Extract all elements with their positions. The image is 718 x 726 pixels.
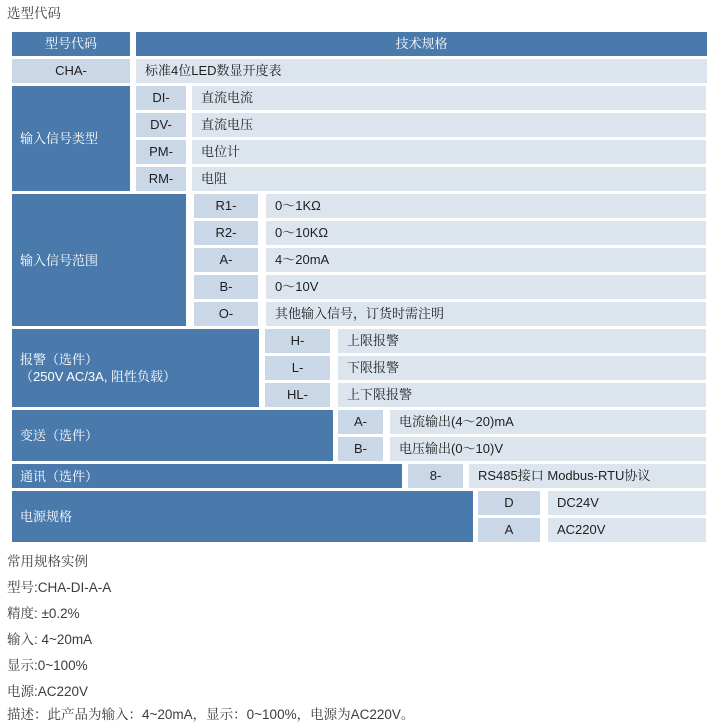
code-cell: DV- (136, 113, 186, 137)
section-label-input-range: 输入信号范围 (12, 194, 186, 326)
desc-cell: 0～1KΩ (266, 194, 706, 218)
code-cell: D (478, 491, 540, 515)
code-cell: PM- (136, 140, 186, 164)
desc-cell: 4～20mA (266, 248, 706, 272)
code-cell: R2- (194, 221, 258, 245)
code-cell: A- (194, 248, 258, 272)
desc-cell: 标准4位LED数显开度表 (136, 59, 707, 83)
code-cell: R1- (194, 194, 258, 218)
code-cell: H- (265, 329, 330, 353)
desc-cell: 电阻 (192, 167, 706, 191)
desc-cell: 直流电压 (192, 113, 706, 137)
code-cell: CHA- (12, 59, 130, 83)
desc-cell: DC24V (548, 491, 706, 515)
desc-cell: AC220V (548, 518, 706, 542)
code-cell: A- (338, 410, 383, 434)
code-cell: HL- (265, 383, 330, 407)
desc-cell: 下限报警 (338, 356, 706, 380)
desc-cell: 电位计 (192, 140, 706, 164)
desc-cell: 电流输出(4～20)mA (390, 410, 706, 434)
page-title: 选型代码 (7, 6, 61, 21)
desc-cell: 电压输出(0～10)V (390, 437, 706, 461)
desc-cell: 其他输入信号，订货时需注明 (266, 302, 706, 326)
section-label-transmit: 变送（选件） (12, 410, 333, 461)
section-label-power: 电源规格 (12, 491, 473, 542)
section-label-alarm-line2: （250V AC/3A, 阻性负载） (20, 369, 177, 384)
section-label-alarm-line1: 报警（选件） (20, 352, 99, 367)
desc-cell: 直流电流 (192, 86, 706, 110)
header-model-code: 型号代码 (12, 32, 130, 56)
section-label-input-type: 输入信号类型 (12, 86, 130, 191)
example-display: 显示:0~100% (7, 658, 88, 673)
example-power: 电源:AC220V (7, 684, 89, 699)
header-tech-spec: 技术规格 (136, 32, 707, 56)
example-input: 输入: 4~20mA (7, 632, 93, 647)
example-accuracy: 精度: ±0.2% (7, 606, 80, 621)
code-cell: B- (194, 275, 258, 299)
example-model: 型号:CHA-DI-A-A (7, 580, 112, 595)
code-cell: 8- (408, 464, 463, 488)
example-description: 描述：此产品为输入：4~20mA，显示：0~100%，电源为AC220V。 (7, 707, 415, 722)
code-cell: A (478, 518, 540, 542)
section-label-comm: 通讯（选件） (12, 464, 402, 488)
desc-cell: 上下限报警 (338, 383, 706, 407)
code-cell: L- (265, 356, 330, 380)
desc-cell: 上限报警 (338, 329, 706, 353)
code-cell: RM- (136, 167, 186, 191)
code-cell: DI- (136, 86, 186, 110)
desc-cell: RS485接口 Modbus-RTU协议 (469, 464, 706, 488)
desc-cell: 0～10V (266, 275, 706, 299)
desc-cell: 0～10KΩ (266, 221, 706, 245)
examples-title: 常用规格实例 (7, 554, 88, 569)
code-cell: O- (194, 302, 258, 326)
section-label-alarm (12, 329, 259, 407)
code-cell: B- (338, 437, 383, 461)
